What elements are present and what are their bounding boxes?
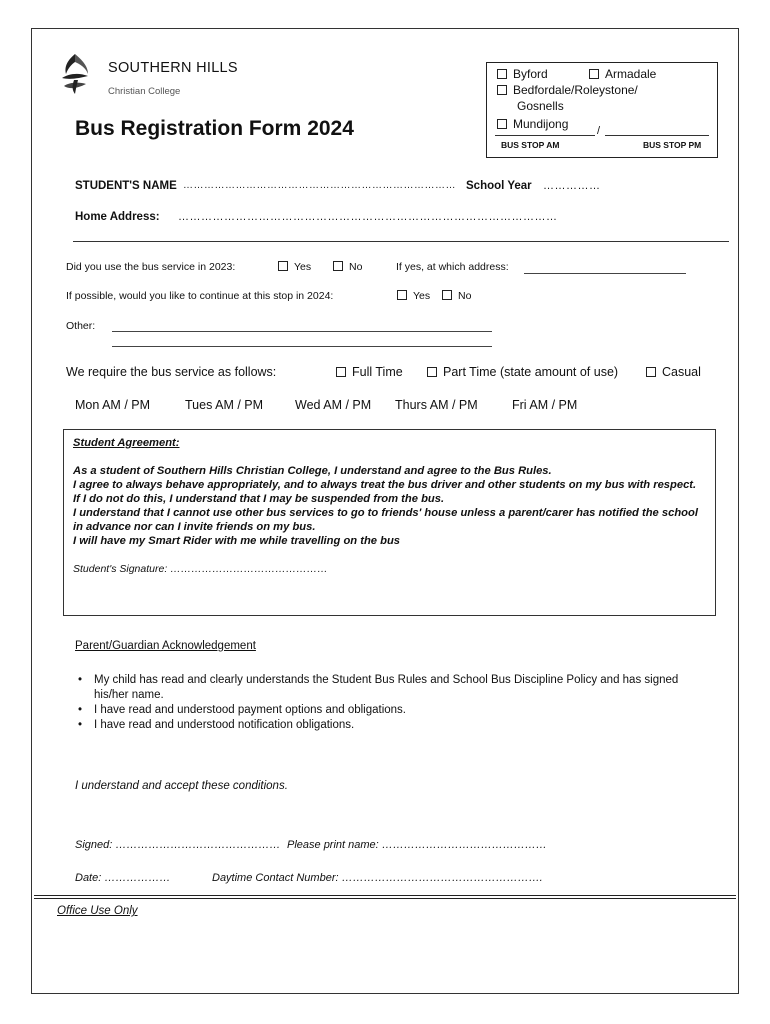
day-tues[interactable]: Tues AM / PM [185,398,264,412]
school-year-field[interactable]: …………… [543,180,601,192]
contact-number-field[interactable]: Daytime Contact Number: ………………………………………………. [212,872,543,884]
option-gosnells-label: Gosnells [517,99,564,113]
stop-divider: / [597,125,601,137]
day-mon[interactable]: Mon AM / PM [75,398,151,412]
full-time-checkbox[interactable] [336,367,346,377]
home-address-label: Home Address: [75,211,160,223]
other-field-line-2[interactable] [112,346,492,347]
student-signature-field[interactable]: Student's Signature: ……………………………………… [73,563,328,575]
school-subtitle: Christian College [108,86,181,97]
option-byford[interactable]: Byford [497,67,548,81]
form-title: Bus Registration Form 2024 [75,117,354,140]
part-time-option[interactable]: Part Time (state amount of use) [427,365,618,379]
section-divider [73,241,729,242]
q2-yes-checkbox[interactable] [397,290,407,300]
school-logo-icon [58,52,92,96]
office-use-label: Office Use Only [57,905,138,917]
q-used-bus-label: Did you use the bus service in 2023: [66,261,236,273]
agreement-title: Student Agreement: [73,437,180,449]
q1-address-field[interactable] [524,273,686,274]
stop-am-line[interactable] [495,135,595,136]
bedfordale-checkbox[interactable] [497,85,507,95]
signed-field[interactable]: Signed: ……………………………………… [75,839,281,851]
casual-option[interactable]: Casual [646,365,701,379]
stop-pm-line[interactable] [605,135,709,136]
student-agreement-box [63,429,716,616]
q2-no-option[interactable]: No [442,290,471,302]
school-year-label: School Year [466,180,532,192]
date-field[interactable]: Date: ……………… [75,872,171,884]
byford-checkbox[interactable] [497,69,507,79]
q1-no-checkbox[interactable] [333,261,343,271]
other-field-line-1[interactable] [112,331,492,332]
list-item: • My child has read and clearly understands the Student Bus Rules and School Bus Discipline Policy and has signed his/her name. [76,673,710,703]
list-item: • I have read and understood payment options and obligations. [76,703,710,718]
bus-stop-am-label: BUS STOP AM [501,140,560,150]
bus-stop-box [486,62,718,158]
agreement-line: If I do not do this, I understand that I may be suspended from the bus. [73,493,445,505]
office-divider-top [34,895,736,896]
casual-checkbox[interactable] [646,367,656,377]
full-time-option[interactable]: Full Time [336,365,403,379]
agreement-line: I agree to always behave appropriately, and to always treat the bus driver and other students on my bus with respect. [73,479,697,491]
part-time-checkbox[interactable] [427,367,437,377]
list-item: • I have read and understood notification obligations. [76,718,710,733]
q2-yes-option[interactable]: Yes [397,290,430,302]
service-label: We require the bus service as follows: [66,365,277,379]
agreement-line: I understand that I cannot use other bus services to go to friends' house unless a parent/carer has notified the school in advance nor can I invite friends on my bus. [73,507,698,533]
office-divider-bottom [34,898,736,899]
student-name-label: STUDENT'S NAME [75,180,177,192]
accept-statement: I understand and accept these conditions. [75,780,288,792]
q2-no-checkbox[interactable] [442,290,452,300]
q1-yes-checkbox[interactable] [278,261,288,271]
day-wed[interactable]: Wed AM / PM [295,398,372,412]
q1-yes-option[interactable]: Yes [278,261,311,273]
armadale-checkbox[interactable] [589,69,599,79]
q1-no-option[interactable]: No [333,261,362,273]
print-name-field[interactable]: Please print name: ……………………………………… [287,839,547,851]
day-thurs[interactable]: Thurs AM / PM [395,398,478,412]
q1-address-label: If yes, at which address: [396,261,509,273]
parent-ack-title: Parent/Guardian Acknowledgement [75,640,256,652]
option-bedfordale[interactable]: Bedfordale/Roleystone/ [497,83,638,97]
home-address-field[interactable]: ……………………………………………………………………………………… [178,211,558,223]
agreement-line: I will have my Smart Rider with me while travelling on the bus [73,535,400,547]
q-continue-label: If possible, would you like to continue at this stop in 2024: [66,290,334,302]
parent-bullets [76,673,710,733]
student-name-field[interactable]: …………………………………………………………………… [183,180,456,191]
bus-stop-pm-label: BUS STOP PM [643,140,702,150]
option-armadale[interactable]: Armadale [589,67,656,81]
day-fri[interactable]: Fri AM / PM [512,398,578,412]
mundijong-checkbox[interactable] [497,119,507,129]
school-name: SOUTHERN HILLS [108,60,238,76]
agreement-line: As a student of Southern Hills Christian College, I understand and agree to the Bus Rules. [73,465,552,477]
other-label: Other: [66,320,96,332]
option-mundijong[interactable]: Mundijong [497,117,568,131]
